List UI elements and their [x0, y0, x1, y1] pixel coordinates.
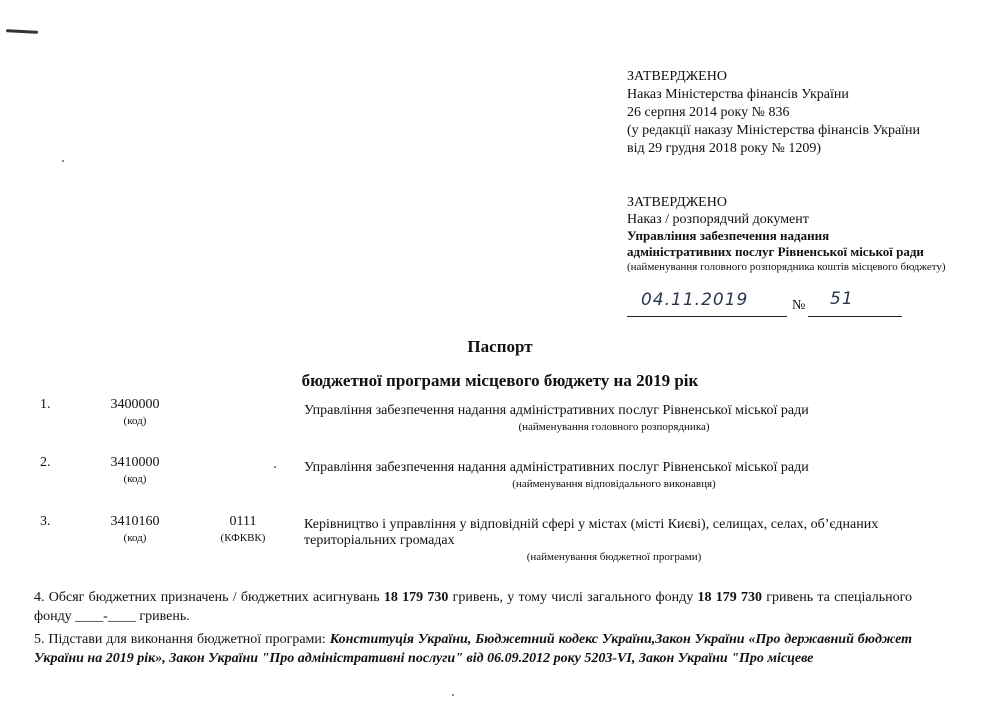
- name-label: (найменування бюджетної програми): [526, 551, 702, 563]
- code-label: (код): [123, 473, 147, 485]
- approval-org: адміністративних послуг Рівненської міської ради: [627, 244, 924, 259]
- approval-date: 04.11.2019: [641, 290, 749, 310]
- approval-doc-type: Наказ / розпорядчий документ: [627, 212, 809, 227]
- row-code: [90, 514, 180, 546]
- para4-text: гривень та спеціального фонду ____-____ гривень.: [34, 590, 912, 624]
- row-number: 3.: [40, 514, 51, 529]
- approval-org: Управління забезпечення надання: [627, 228, 830, 243]
- row-code: [90, 397, 180, 429]
- approval-heading: ЗАТВЕРДЖЕНО: [627, 69, 727, 84]
- amount-total: 18 179 730: [383, 590, 449, 605]
- approval-heading: ЗАТВЕРДЖЕНО: [627, 195, 727, 210]
- approval-line: від 29 грудня 2018 року № 1209): [627, 141, 821, 156]
- para4-text: 4. Обсяг бюджетних призначень / бюджетних асигнувань: [34, 590, 384, 605]
- row-name: [304, 460, 924, 492]
- pen-mark: [6, 29, 38, 34]
- code-label: (код): [123, 415, 147, 427]
- page-title: Паспорт: [467, 337, 533, 356]
- code-value: 3410000: [110, 455, 160, 470]
- para5-text: 5. Підстави для виконання бюджетної програми:: [34, 632, 330, 647]
- row-number: 1.: [40, 397, 51, 412]
- kfkvk-value: 0111: [229, 514, 257, 529]
- approval-date-line: [627, 290, 787, 317]
- scan-speck: [452, 694, 454, 696]
- row-name: [304, 517, 924, 565]
- paragraph-budget-amount: [34, 588, 912, 626]
- approval-number: 51: [830, 289, 854, 309]
- code-label: (код): [123, 532, 147, 544]
- name-value: Керівництво і управління у відповідній сфері у містах (місті Києві), селищах, селах, об’єднаних територіальних громадах: [304, 517, 879, 548]
- approval-line: 26 серпня 2014 року № 836: [627, 105, 790, 120]
- row-number: 2.: [40, 455, 51, 470]
- paragraph-legal-basis: [34, 630, 912, 668]
- amount-general-fund: 18 179 730: [697, 590, 762, 605]
- approval-block-ministry: [627, 68, 987, 158]
- scan-speck: [274, 466, 276, 468]
- number-sign: №: [792, 298, 806, 313]
- scan-speck: [62, 160, 64, 162]
- kfkvk-label: (КФКВК): [220, 532, 266, 544]
- row-name: [304, 403, 924, 435]
- approval-number-line: [808, 289, 902, 317]
- approval-block-department: [627, 194, 957, 274]
- code-value: 3410160: [110, 514, 160, 529]
- row-kfkvk: [208, 514, 278, 546]
- approval-line: (у редакції наказу Міністерства фінансів України: [627, 123, 921, 138]
- name-value: Управління забезпечення надання адміністративних послуг Рівненської міської ради: [304, 403, 809, 418]
- page-subtitle: бюджетної програми місцевого бюджету на 2019 рік: [301, 371, 699, 390]
- name-label: (найменування головного розпорядника): [518, 421, 710, 433]
- approval-line: Наказ Міністерства фінансів України: [627, 87, 849, 102]
- name-label: (найменування відповідального виконавця): [512, 478, 716, 490]
- approval-note: (найменування головного розпорядника коштів місцевого бюджету): [627, 261, 946, 273]
- code-value: 3400000: [110, 397, 160, 412]
- legal-basis-list: Конституція України, Бюджетний кодекс України,Закон України «Про державний бюджет України на 2019 рік», Закон України "Про адміністративні послуги" від 06.09.2012 року 5203-VI, Закон України "Про місцеве: [34, 632, 913, 666]
- row-code: [90, 455, 180, 487]
- name-value: Управління забезпечення надання адміністративних послуг Рівненської міської ради: [304, 460, 809, 475]
- para4-text: гривень, у тому числі загального фонду: [448, 590, 698, 605]
